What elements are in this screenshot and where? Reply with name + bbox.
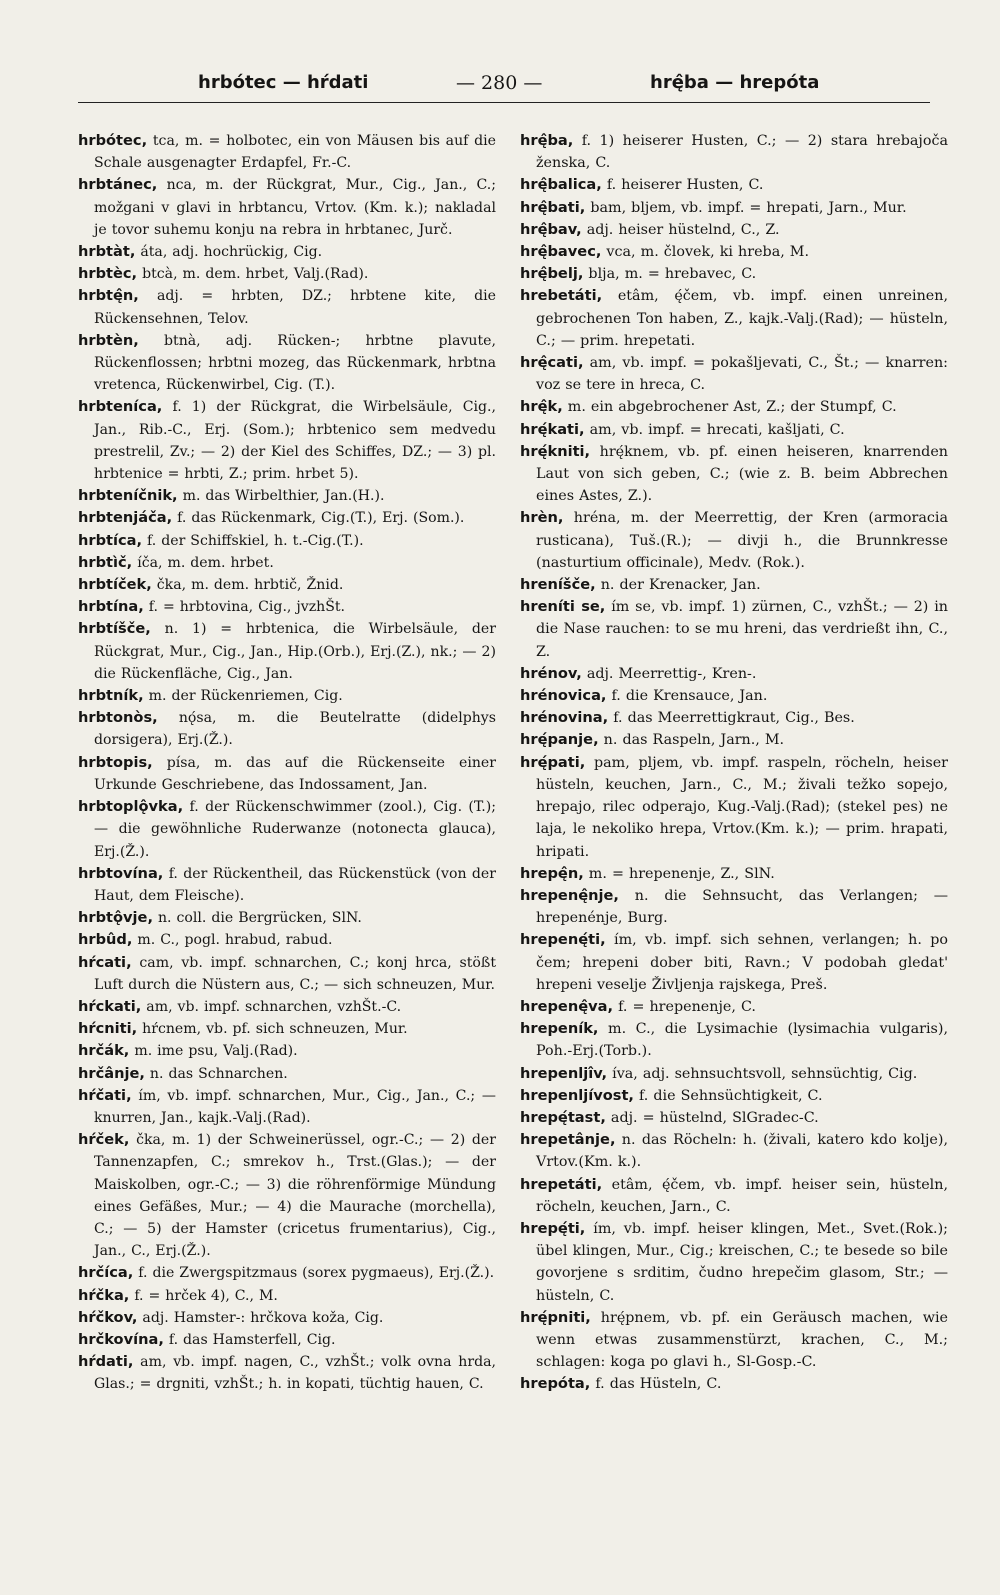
entry-definition: m. C., die Lysimachie (lysimachia vulgaris), Poh.-Erj.(Torb.). bbox=[536, 1021, 948, 1060]
entry-definition: áta, adj. hochrückig, Cig. bbox=[135, 244, 323, 261]
entry-definition: ím se, vb. impf. 1) zürnen, C., vzhŠt.; — 2) in die Nase rauchen: to se mu hreni, das verdrießt ihn, C., Z. bbox=[536, 599, 948, 660]
entry-headword: hrepę́ti, bbox=[520, 1219, 586, 1237]
dictionary-entry bbox=[520, 285, 948, 352]
entry-headword: hŕček, bbox=[78, 1131, 130, 1149]
entry-headword: hrepóta, bbox=[520, 1375, 591, 1393]
entry-definition: am, vb. impf. schnarchen, vzhŠt.-C. bbox=[141, 998, 402, 1015]
dictionary-entry bbox=[78, 752, 496, 796]
entry-definition: etâm, ę́čem, vb. impf. einen unreinen, gebrochenen Ton haben, Z., kajk.-Valj.(Rad); — hüsteln, C.; — prim. hrepetati. bbox=[536, 288, 948, 349]
dictionary-entry bbox=[78, 263, 496, 285]
entry-headword: hrbteníčnik, bbox=[78, 487, 178, 505]
entry-headword: hrepenljívost, bbox=[520, 1086, 634, 1104]
dictionary-entry bbox=[520, 219, 948, 241]
dictionary-entry bbox=[78, 1285, 496, 1307]
entry-definition: adj. heiser hüstelnd, C., Z. bbox=[581, 221, 780, 238]
entry-definition: ím, vb. impf. sich sehnen, verlangen; h. po čem; hrepeni dober biti, Ravn.; V podobah gledat' hrepeni veselje Življenja rajskega, Preš. bbox=[536, 932, 948, 993]
dictionary-entry bbox=[520, 507, 948, 574]
dictionary-entry bbox=[520, 197, 948, 219]
dictionary-entry bbox=[520, 263, 948, 285]
entry-headword: hrepetânje, bbox=[520, 1131, 616, 1149]
entry-headword: hrbtoplǫ̂vka, bbox=[78, 798, 184, 816]
dictionary-entry bbox=[78, 796, 496, 863]
entry-definition: m. ein abgebrochener Ast, Z.; der Stumpf, C. bbox=[562, 399, 897, 416]
entry-headword: hŕckati, bbox=[78, 997, 142, 1015]
dictionary-entry bbox=[520, 707, 948, 729]
dictionary-entry bbox=[78, 1129, 496, 1262]
dictionary-entry bbox=[78, 929, 496, 951]
entry-headword: hrepę́tast, bbox=[520, 1108, 606, 1126]
dictionary-entry bbox=[520, 419, 948, 441]
dictionary-entry bbox=[520, 1018, 948, 1062]
page-number: — 280 — bbox=[456, 72, 543, 94]
entry-headword: hrbtìč, bbox=[78, 553, 133, 571]
entry-definition: f. der Schiffskiel, h. t.-Cig.(T.). bbox=[142, 532, 364, 549]
entry-headword: hrbtę̂n, bbox=[78, 287, 139, 305]
entry-definition: f. die Zwergspitzmaus (sorex pygmaeus), Erj.(Ž.). bbox=[133, 1265, 495, 1282]
dictionary-entry bbox=[520, 885, 948, 929]
entry-headword: hrbtèn, bbox=[78, 331, 139, 349]
entry-headword: hrčânje, bbox=[78, 1064, 145, 1082]
dictionary-entry bbox=[78, 485, 496, 507]
entry-definition: f. das Meerrettigkraut, Cig., Bes. bbox=[608, 710, 855, 727]
entry-headword: hrę́kati, bbox=[520, 420, 585, 438]
dictionary-entry bbox=[520, 1129, 948, 1173]
entry-headword: hrénovica, bbox=[520, 687, 607, 705]
dictionary-entry bbox=[78, 863, 496, 907]
header-right-guideword: hrę̂ba — hrepóta bbox=[650, 72, 820, 93]
entry-definition: hrę́pnem, vb. pf. ein Geräusch machen, wie wenn etwas zusammenstürzt, krachen, C., M.; schlagen: koga po glavi h., Sl-Gosp.-C. bbox=[536, 1309, 948, 1371]
entry-headword: hrę́panje, bbox=[520, 731, 599, 749]
dictionary-entry bbox=[520, 396, 948, 418]
entry-definition: cam, vb. impf. schnarchen, C.; konj hrca, stößt Luft durch die Nüstern aus, C.; — sich schneuzen, Mur. bbox=[94, 954, 496, 993]
entry-headword: hrbtàt, bbox=[78, 243, 136, 261]
dictionary-entry bbox=[520, 352, 948, 396]
header-left-guideword: hrbótec — hŕdati bbox=[198, 72, 369, 93]
entry-definition: písa, m. das auf die Rückenseite einer Urkunde Geschriebene, das Indossament, Jan. bbox=[94, 754, 496, 793]
entry-headword: hrepenę̂nje, bbox=[520, 886, 619, 904]
entry-headword: hrbûd, bbox=[78, 931, 133, 949]
dictionary-entry bbox=[520, 241, 948, 263]
entry-headword: hrbtník, bbox=[78, 687, 144, 705]
entry-definition: m. = hrepenenje, Z., SlN. bbox=[583, 865, 775, 882]
entry-definition: hŕcnem, vb. pf. sich schneuzen, Mur. bbox=[137, 1021, 408, 1038]
entry-definition: m. ime psu, Valj.(Rad). bbox=[129, 1043, 298, 1060]
entry-headword: hrbtèc, bbox=[78, 265, 138, 283]
entry-definition: ím, vb. impf. schnarchen, Mur., Cig., Jan., C.; — knurren, Jan., kajk.-Valj.(Rad). bbox=[94, 1087, 496, 1126]
dictionary-entry bbox=[78, 1262, 496, 1284]
entry-definition: am, vb. impf. nagen, C., vzhŠt.; volk ovna hrda, Glas.; = drgniti, vzhŠt.; h. in kopati, tüchtig hauen, C. bbox=[94, 1354, 496, 1393]
entry-definition: íča, m. dem. hrbet. bbox=[132, 554, 274, 571]
entry-definition: f. = hrepenenje, C. bbox=[613, 998, 756, 1015]
entry-headword: hreníti se, bbox=[520, 598, 606, 616]
dictionary-entry bbox=[520, 996, 948, 1018]
dictionary-entry bbox=[78, 330, 496, 397]
entry-headword: hrebetáti, bbox=[520, 287, 603, 305]
dictionary-entry bbox=[78, 685, 496, 707]
entry-definition: ím, vb. impf. heiser klingen, Met., Svet.(Rok.); übel klingen, Mur., Cig.; kreischen, C.; te besede so bile govorjene s srditim, čudno hrepečim glasom, Str.; — hüsteln, C. bbox=[536, 1220, 948, 1304]
entry-definition: čka, m. dem. hrbtič, Žnid. bbox=[151, 577, 344, 594]
entry-headword: hrepenę̂va, bbox=[520, 997, 614, 1015]
entry-definition: pam, pljem, vb. impf. raspeln, röcheln, heiser hüsteln, keuchen, Jarn., C., M.; živali težko sopejo, hrepajo, rilec odperajo, Kug.-Valj.(Rad); (stekel pes) ne laja, le nekoliko hrepa, Vrtov.(Km. k.); — prim. hrapati, hripati. bbox=[536, 754, 948, 860]
entry-headword: hrę́kniti, bbox=[520, 442, 591, 460]
entry-definition: am, vb. impf. = pokašljevati, C., Št.; — knarren: voz se tere in hreca, C. bbox=[536, 355, 948, 394]
entry-headword: hŕdati, bbox=[78, 1353, 134, 1371]
entry-headword: hrę́pati, bbox=[520, 753, 586, 771]
entry-headword: hrčíca, bbox=[78, 1264, 134, 1282]
entry-definition: n. das Raspeln, Jarn., M. bbox=[598, 732, 785, 749]
entry-definition: hréna, m. der Meerrettig, der Kren (armoracia rusticana), Tuš.(R.); — divji h., die Brunnkresse (nasturtium officinale), Medv. (Rok.). bbox=[536, 510, 948, 571]
entry-headword: hrę̂bav, bbox=[520, 220, 582, 238]
entry-definition: f. = hrček 4), C., M. bbox=[129, 1287, 278, 1304]
entry-headword: hrbtíček, bbox=[78, 576, 152, 594]
entry-definition: nca, m. der Rückgrat, Mur., Cig., Jan., C.; možgani v glavi in hrbtancu, Vrtov. (Km. k.); nakladal je tovor suhemu konju na rebra in hrbtanec, Jurč. bbox=[94, 177, 496, 238]
dictionary-entry bbox=[520, 1373, 948, 1395]
entry-headword: hrę́pniti, bbox=[520, 1308, 591, 1326]
entry-definition: íva, adj. sehnsuchtsvoll, sehnsüchtig, Cig. bbox=[607, 1065, 918, 1082]
dictionary-entry bbox=[520, 752, 948, 863]
entry-headword: hŕcati, bbox=[78, 953, 132, 971]
entry-headword: hrę̂balica, bbox=[520, 176, 602, 194]
dictionary-entry bbox=[78, 1063, 496, 1085]
entry-headword: hrę̂ba, bbox=[520, 132, 574, 149]
entry-definition: adj. Meerrettig-, Kren-. bbox=[581, 665, 757, 682]
entry-headword: hrčák, bbox=[78, 1042, 130, 1060]
entry-headword: hrepeník, bbox=[520, 1020, 599, 1038]
dictionary-entry bbox=[78, 707, 496, 751]
entry-definition: blja, m. = hrebavec, C. bbox=[583, 266, 757, 283]
dictionary-entry bbox=[78, 130, 496, 174]
entry-headword: hrę̂belj, bbox=[520, 265, 584, 283]
entry-definition: f. heiserer Husten, C. bbox=[601, 177, 764, 194]
entry-definition: f. das Hamsterfell, Cig. bbox=[163, 1331, 336, 1348]
entry-definition: n. das Röcheln: h. (živali, katero kdo kolje), Vrtov.(Km. k.). bbox=[536, 1132, 948, 1171]
entry-headword: hrę̂k, bbox=[520, 398, 563, 416]
entry-headword: hrę̂cati, bbox=[520, 354, 584, 372]
dictionary-entry bbox=[78, 952, 496, 996]
entry-definition: f. 1) der Rückgrat, die Wirbelsäule, Cig., Jan., Rib.-C., Erj. (Som.); hrbtenico sem medvedu prestrelil, Zv.; — 2) der Kiel des Schiffes, DZ.; — 3) pl. hrbtenice = hrbti, Z.; prim. hrbet 5). bbox=[94, 399, 496, 483]
dictionary-entry bbox=[520, 1085, 948, 1107]
entry-headword: hrèn, bbox=[520, 509, 564, 527]
dictionary-entry bbox=[78, 907, 496, 929]
entry-headword: hrénov, bbox=[520, 664, 582, 682]
entry-headword: hrepenljı̂v, bbox=[520, 1064, 608, 1082]
entry-definition: f. 1) heiserer Husten, C.; — 2) stara hrebajoča ženska, C. bbox=[536, 133, 948, 172]
dictionary-entry bbox=[78, 552, 496, 574]
dictionary-entry bbox=[78, 574, 496, 596]
entry-definition: nǫ́sa, m. die Beutelratte (didelphys dorsigera), Erj.(Ž.). bbox=[94, 710, 496, 749]
entry-definition: adj. Hamster-: hrčkova koža, Cig. bbox=[137, 1309, 384, 1326]
dictionary-entry bbox=[78, 1329, 496, 1351]
entry-headword: hrbtíšče, bbox=[78, 620, 151, 638]
dictionary-entry bbox=[520, 1107, 948, 1129]
dictionary-entry bbox=[78, 1085, 496, 1129]
page-header bbox=[78, 66, 930, 103]
entry-definition: btnà, adj. Rücken-; hrbtne plavute, Rückenflossen; hrbtni mozeg, das Rückenmark, hrbtna vretenca, Rückenwirbel, Cig. (T.). bbox=[94, 332, 496, 394]
dictionary-entry bbox=[78, 507, 496, 529]
right-column bbox=[520, 130, 948, 1396]
entry-definition: adj. = hrbten, DZ.; hrbtene kite, die Rückensehnen, Telov. bbox=[94, 288, 496, 327]
entry-headword: hrę̂bati, bbox=[520, 198, 586, 216]
entry-definition: f. die Krensauce, Jan. bbox=[606, 688, 768, 705]
dictionary-entry bbox=[520, 441, 948, 508]
entry-definition: n. der Krenacker, Jan. bbox=[595, 577, 761, 594]
entry-headword: hŕcniti, bbox=[78, 1020, 138, 1038]
entry-definition: tca, m. = holbotec, ein von Mäusen bis auf die Schale ausgenagter Erdapfel, Fr.-C. bbox=[94, 133, 496, 172]
dictionary-entry bbox=[78, 1018, 496, 1040]
entry-definition: m. das Wirbelthier, Jan.(H.). bbox=[177, 488, 385, 505]
dictionary-entry bbox=[78, 285, 496, 329]
dictionary-entry bbox=[520, 1063, 948, 1085]
entry-definition: n. 1) = hrbtenica, die Wirbelsäule, der Rückgrat, Mur., Cig., Jan., Hip.(Orb.), Erj.(Z.), nk.; — 2) die Rückenfläche, Cig., Jan. bbox=[94, 621, 496, 682]
dictionary-entry bbox=[78, 530, 496, 552]
entry-definition: m. der Rückenriemen, Cig. bbox=[143, 688, 343, 705]
entry-definition: f. die Sehnsüchtigkeit, C. bbox=[633, 1087, 823, 1104]
entry-headword: hrbtína, bbox=[78, 598, 144, 616]
entry-headword: hŕčati, bbox=[78, 1086, 132, 1104]
dictionary-entry bbox=[78, 1307, 496, 1329]
dictionary-entry bbox=[520, 596, 948, 663]
entry-headword: hrénovina, bbox=[520, 709, 609, 727]
entry-headword: hrbtovína, bbox=[78, 864, 164, 882]
entry-definition: n. coll. die Bergrücken, SlN. bbox=[153, 910, 362, 927]
dictionary-entry bbox=[520, 1218, 948, 1307]
entry-definition: f. = hrbtovina, Cig., jvzhŠt. bbox=[143, 599, 346, 616]
entry-headword: hreníšče, bbox=[520, 576, 596, 594]
dictionary-entry bbox=[78, 618, 496, 685]
entry-headword: hrbteníca, bbox=[78, 398, 163, 416]
entry-definition: btcà, m. dem. hrbet, Valj.(Rad). bbox=[137, 266, 369, 283]
dictionary-entry bbox=[78, 174, 496, 241]
dictionary-entry bbox=[78, 596, 496, 618]
entry-headword: hrbtánec, bbox=[78, 176, 158, 194]
entry-headword: hrbótec, bbox=[78, 132, 148, 149]
entry-headword: hrbtenjáča, bbox=[78, 509, 173, 527]
entry-headword: hrbtopis, bbox=[78, 753, 153, 771]
dictionary-entry bbox=[78, 241, 496, 263]
entry-headword: hrę̂bavec, bbox=[520, 243, 602, 261]
entry-headword: hrbtǫ̂vje, bbox=[78, 909, 153, 927]
entry-headword: hrepę̂n, bbox=[520, 864, 584, 882]
dictionary-entry bbox=[520, 174, 948, 196]
dictionary-entry bbox=[520, 685, 948, 707]
entry-definition: čka, m. 1) der Schweinerüssel, ogr.-C.; — 2) der Tannenzapfen, C.; smrekov h., Trst.(Glas.); — der Maiskolben, ogr.-C.; — 3) die röhrenförmige Mündung eines Gefäßes, Mur.; — 4) die Maurache (morchella), C.; — 5) der Hamster (cricetus frumentarius), Cig., Jan., C., Erj.(Ž.). bbox=[94, 1132, 496, 1260]
entry-definition: f. der Rückenschwimmer (zool.), Cig. (T.); — die gewöhnliche Ruderwanze (notonecta glauca), Erj.(Ž.). bbox=[94, 799, 496, 860]
entry-definition: n. die Sehnsucht, das Verlangen; — hrepenénje, Burg. bbox=[536, 887, 948, 927]
entry-headword: hrepetáti, bbox=[520, 1175, 603, 1193]
entry-definition: n. das Schnarchen. bbox=[144, 1065, 288, 1082]
dictionary-entry bbox=[520, 1174, 948, 1218]
dictionary-entry bbox=[78, 996, 496, 1018]
dictionary-entry bbox=[520, 130, 948, 174]
entry-headword: hrčkovína, bbox=[78, 1330, 164, 1348]
entry-headword: hrepenę́ti, bbox=[520, 931, 606, 949]
dictionary-entry bbox=[78, 396, 496, 485]
entry-definition: hrę́knem, vb. pf. einen heiseren, knarrenden Laut von sich geben, C.; (wie z. B. beim Abbrechen eines Astes, Z.). bbox=[536, 443, 948, 505]
dictionary-entry bbox=[78, 1351, 496, 1395]
left-column bbox=[78, 130, 496, 1396]
entry-headword: hrbtonòs, bbox=[78, 709, 158, 727]
entry-definition: adj. = hüstelnd, SlGradec-C. bbox=[605, 1109, 819, 1126]
entry-definition: m. C., pogl. hrabud, rabud. bbox=[132, 932, 333, 949]
entry-definition: etâm, ę́čem, vb. impf. heiser sein, hüsteln, röcheln, keuchen, Jarn., C. bbox=[536, 1176, 948, 1215]
dictionary-entry bbox=[520, 1307, 948, 1374]
entry-headword: hŕčka, bbox=[78, 1286, 130, 1304]
entry-definition: f. das Hüsteln, C. bbox=[590, 1376, 722, 1393]
entry-definition: vca, m. človek, ki hreba, M. bbox=[601, 244, 809, 261]
dictionary-entry bbox=[520, 729, 948, 751]
dictionary-entry bbox=[520, 863, 948, 885]
dictionary-entry bbox=[520, 929, 948, 996]
entry-definition: bam, bljem, vb. impf. = hrepati, Jarn., Mur. bbox=[585, 199, 907, 216]
dictionary-entry bbox=[520, 663, 948, 685]
dictionary-entry bbox=[520, 574, 948, 596]
entry-headword: hŕčkov, bbox=[78, 1308, 138, 1326]
entry-definition: f. der Rückentheil, das Rückenstück (von der Haut, dem Fleische). bbox=[94, 865, 496, 904]
entry-definition: am, vb. impf. = hrecati, kašljati, C. bbox=[584, 421, 845, 438]
entry-headword: hrbtíca, bbox=[78, 531, 143, 549]
entry-definition: f. das Rückenmark, Cig.(T.), Erj. (Som.). bbox=[172, 510, 465, 527]
dictionary-entry bbox=[78, 1040, 496, 1062]
